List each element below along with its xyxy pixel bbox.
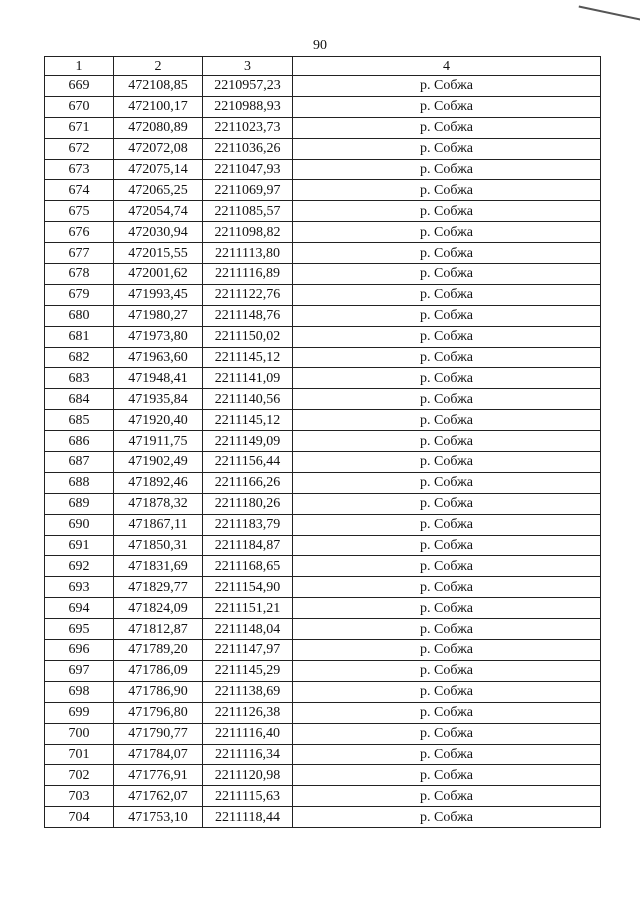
point-number-cell: 704: [45, 807, 114, 828]
description-cell: р. Собжа: [293, 389, 601, 410]
x-coordinate-cell: 471878,32: [114, 493, 203, 514]
description-cell: р. Собжа: [293, 96, 601, 117]
point-number-cell: 669: [45, 76, 114, 97]
description-cell: р. Собжа: [293, 264, 601, 285]
description-cell: р. Собжа: [293, 514, 601, 535]
table-row: [45, 472, 601, 493]
y-coordinate-cell: 2211147,97: [203, 640, 293, 661]
y-coordinate-cell: 2211113,80: [203, 243, 293, 264]
description-cell: р. Собжа: [293, 368, 601, 389]
y-coordinate-cell: 2211154,90: [203, 577, 293, 598]
table-row: [45, 410, 601, 431]
point-number-cell: 673: [45, 159, 114, 180]
table-row: [45, 326, 601, 347]
y-coordinate-cell: 2211122,76: [203, 284, 293, 305]
table-row: [45, 243, 601, 264]
point-number-cell: 679: [45, 284, 114, 305]
table-row: [45, 284, 601, 305]
description-cell: р. Собжа: [293, 117, 601, 138]
table-row: [45, 744, 601, 765]
point-number-cell: 676: [45, 222, 114, 243]
description-cell: р. Собжа: [293, 410, 601, 431]
y-coordinate-cell: 2211069,97: [203, 180, 293, 201]
y-coordinate-cell: 2211120,98: [203, 765, 293, 786]
point-number-cell: 697: [45, 660, 114, 681]
x-coordinate-cell: 471980,27: [114, 305, 203, 326]
y-coordinate-cell: 2211047,93: [203, 159, 293, 180]
table-row: [45, 264, 601, 285]
x-coordinate-cell: 471993,45: [114, 284, 203, 305]
x-coordinate-cell: 471824,09: [114, 598, 203, 619]
y-coordinate-cell: 2211023,73: [203, 117, 293, 138]
x-coordinate-cell: 471850,31: [114, 535, 203, 556]
point-number-cell: 681: [45, 326, 114, 347]
description-cell: р. Собжа: [293, 326, 601, 347]
table-row: [45, 535, 601, 556]
point-number-cell: 691: [45, 535, 114, 556]
y-coordinate-cell: 2211151,21: [203, 598, 293, 619]
point-number-cell: 671: [45, 117, 114, 138]
table-row: [45, 723, 601, 744]
x-coordinate-cell: 471902,49: [114, 452, 203, 473]
table-row: [45, 305, 601, 326]
y-coordinate-cell: 2211116,34: [203, 744, 293, 765]
description-cell: р. Собжа: [293, 640, 601, 661]
table-row: [45, 556, 601, 577]
y-coordinate-cell: 2211145,12: [203, 347, 293, 368]
point-number-cell: 688: [45, 472, 114, 493]
y-coordinate-cell: 2211145,12: [203, 410, 293, 431]
point-number-cell: 703: [45, 786, 114, 807]
column-header-1: 1: [45, 57, 114, 76]
y-coordinate-cell: 2211116,40: [203, 723, 293, 744]
point-number-cell: 687: [45, 452, 114, 473]
x-coordinate-cell: 471831,69: [114, 556, 203, 577]
x-coordinate-cell: 471762,07: [114, 786, 203, 807]
y-coordinate-cell: 2211116,89: [203, 264, 293, 285]
y-coordinate-cell: 2211183,79: [203, 514, 293, 535]
description-cell: р. Собжа: [293, 702, 601, 723]
x-coordinate-cell: 472100,17: [114, 96, 203, 117]
description-cell: р. Собжа: [293, 723, 601, 744]
x-coordinate-cell: 472001,62: [114, 264, 203, 285]
table-row: [45, 577, 601, 598]
scan-corner-mark: [579, 0, 640, 24]
x-coordinate-cell: 472080,89: [114, 117, 203, 138]
y-coordinate-cell: 2211168,65: [203, 556, 293, 577]
x-coordinate-cell: 472065,25: [114, 180, 203, 201]
table-header-row: [45, 57, 601, 76]
table-row: [45, 431, 601, 452]
column-header-2: 2: [114, 57, 203, 76]
description-cell: р. Собжа: [293, 556, 601, 577]
y-coordinate-cell: 2211140,56: [203, 389, 293, 410]
point-number-cell: 670: [45, 96, 114, 117]
point-number-cell: 672: [45, 138, 114, 159]
x-coordinate-cell: 471786,09: [114, 660, 203, 681]
table-row: [45, 765, 601, 786]
x-coordinate-cell: 471973,80: [114, 326, 203, 347]
description-cell: р. Собжа: [293, 222, 601, 243]
description-cell: р. Собжа: [293, 598, 601, 619]
y-coordinate-cell: 2211180,26: [203, 493, 293, 514]
description-cell: р. Собжа: [293, 577, 601, 598]
table-row: [45, 452, 601, 473]
x-coordinate-cell: 471829,77: [114, 577, 203, 598]
y-coordinate-cell: 2211115,63: [203, 786, 293, 807]
y-coordinate-cell: 2211085,57: [203, 201, 293, 222]
description-cell: р. Собжа: [293, 347, 601, 368]
point-number-cell: 695: [45, 619, 114, 640]
y-coordinate-cell: 2211141,09: [203, 368, 293, 389]
page-number: 90: [313, 38, 327, 53]
x-coordinate-cell: 471867,11: [114, 514, 203, 535]
y-coordinate-cell: 2211145,29: [203, 660, 293, 681]
point-number-cell: 690: [45, 514, 114, 535]
description-cell: р. Собжа: [293, 744, 601, 765]
description-cell: р. Собжа: [293, 765, 601, 786]
description-cell: р. Собжа: [293, 138, 601, 159]
coordinates-table: [44, 56, 601, 828]
description-cell: р. Собжа: [293, 243, 601, 264]
point-number-cell: 689: [45, 493, 114, 514]
table-row: [45, 368, 601, 389]
x-coordinate-cell: 472075,14: [114, 159, 203, 180]
table-row: [45, 514, 601, 535]
table-row: [45, 222, 601, 243]
table-row: [45, 159, 601, 180]
x-coordinate-cell: 472108,85: [114, 76, 203, 97]
x-coordinate-cell: 472072,08: [114, 138, 203, 159]
point-number-cell: 678: [45, 264, 114, 285]
column-header-4: 4: [293, 57, 601, 76]
x-coordinate-cell: 471812,87: [114, 619, 203, 640]
table-row: [45, 389, 601, 410]
description-cell: р. Собжа: [293, 493, 601, 514]
table-row: [45, 493, 601, 514]
y-coordinate-cell: 2211138,69: [203, 681, 293, 702]
description-cell: р. Собжа: [293, 786, 601, 807]
point-number-cell: 694: [45, 598, 114, 619]
x-coordinate-cell: 472015,55: [114, 243, 203, 264]
x-coordinate-cell: 471786,90: [114, 681, 203, 702]
point-number-cell: 682: [45, 347, 114, 368]
description-cell: р. Собжа: [293, 807, 601, 828]
y-coordinate-cell: 2211126,38: [203, 702, 293, 723]
table-row: [45, 807, 601, 828]
x-coordinate-cell: 471776,91: [114, 765, 203, 786]
y-coordinate-cell: 2211166,26: [203, 472, 293, 493]
y-coordinate-cell: 2211184,87: [203, 535, 293, 556]
y-coordinate-cell: 2211150,02: [203, 326, 293, 347]
x-coordinate-cell: 471789,20: [114, 640, 203, 661]
description-cell: р. Собжа: [293, 535, 601, 556]
point-number-cell: 683: [45, 368, 114, 389]
description-cell: р. Собжа: [293, 76, 601, 97]
description-cell: р. Собжа: [293, 201, 601, 222]
column-header-3: 3: [203, 57, 293, 76]
point-number-cell: 698: [45, 681, 114, 702]
description-cell: р. Собжа: [293, 305, 601, 326]
point-number-cell: 685: [45, 410, 114, 431]
table-row: [45, 702, 601, 723]
point-number-cell: 684: [45, 389, 114, 410]
point-number-cell: 696: [45, 640, 114, 661]
table-row: [45, 76, 601, 97]
x-coordinate-cell: 471790,77: [114, 723, 203, 744]
table-row: [45, 96, 601, 117]
x-coordinate-cell: 471948,41: [114, 368, 203, 389]
y-coordinate-cell: 2211148,04: [203, 619, 293, 640]
x-coordinate-cell: 472030,94: [114, 222, 203, 243]
description-cell: р. Собжа: [293, 619, 601, 640]
description-cell: р. Собжа: [293, 431, 601, 452]
point-number-cell: 674: [45, 180, 114, 201]
y-coordinate-cell: 2211036,26: [203, 138, 293, 159]
point-number-cell: 700: [45, 723, 114, 744]
description-cell: р. Собжа: [293, 159, 601, 180]
table-row: [45, 201, 601, 222]
point-number-cell: 693: [45, 577, 114, 598]
table-row: [45, 138, 601, 159]
point-number-cell: 701: [45, 744, 114, 765]
x-coordinate-cell: 471935,84: [114, 389, 203, 410]
x-coordinate-cell: 471963,60: [114, 347, 203, 368]
description-cell: р. Собжа: [293, 452, 601, 473]
point-number-cell: 675: [45, 201, 114, 222]
table-row: [45, 786, 601, 807]
y-coordinate-cell: 2211149,09: [203, 431, 293, 452]
y-coordinate-cell: 2211098,82: [203, 222, 293, 243]
description-cell: р. Собжа: [293, 660, 601, 681]
y-coordinate-cell: 2211148,76: [203, 305, 293, 326]
description-cell: р. Собжа: [293, 472, 601, 493]
x-coordinate-cell: 471920,40: [114, 410, 203, 431]
description-cell: р. Собжа: [293, 284, 601, 305]
table-row: [45, 180, 601, 201]
table-body: [45, 76, 601, 828]
x-coordinate-cell: 472054,74: [114, 201, 203, 222]
table-row: [45, 117, 601, 138]
table-row: [45, 681, 601, 702]
table-row: [45, 640, 601, 661]
y-coordinate-cell: 2211118,44: [203, 807, 293, 828]
description-cell: р. Собжа: [293, 681, 601, 702]
description-cell: р. Собжа: [293, 180, 601, 201]
point-number-cell: 702: [45, 765, 114, 786]
x-coordinate-cell: 471784,07: [114, 744, 203, 765]
point-number-cell: 692: [45, 556, 114, 577]
point-number-cell: 686: [45, 431, 114, 452]
y-coordinate-cell: 2210957,23: [203, 76, 293, 97]
point-number-cell: 699: [45, 702, 114, 723]
table-row: [45, 598, 601, 619]
x-coordinate-cell: 471753,10: [114, 807, 203, 828]
point-number-cell: 680: [45, 305, 114, 326]
table-row: [45, 619, 601, 640]
x-coordinate-cell: 471796,80: [114, 702, 203, 723]
table-row: [45, 660, 601, 681]
table-row: [45, 347, 601, 368]
x-coordinate-cell: 471911,75: [114, 431, 203, 452]
y-coordinate-cell: 2211156,44: [203, 452, 293, 473]
y-coordinate-cell: 2210988,93: [203, 96, 293, 117]
point-number-cell: 677: [45, 243, 114, 264]
x-coordinate-cell: 471892,46: [114, 472, 203, 493]
